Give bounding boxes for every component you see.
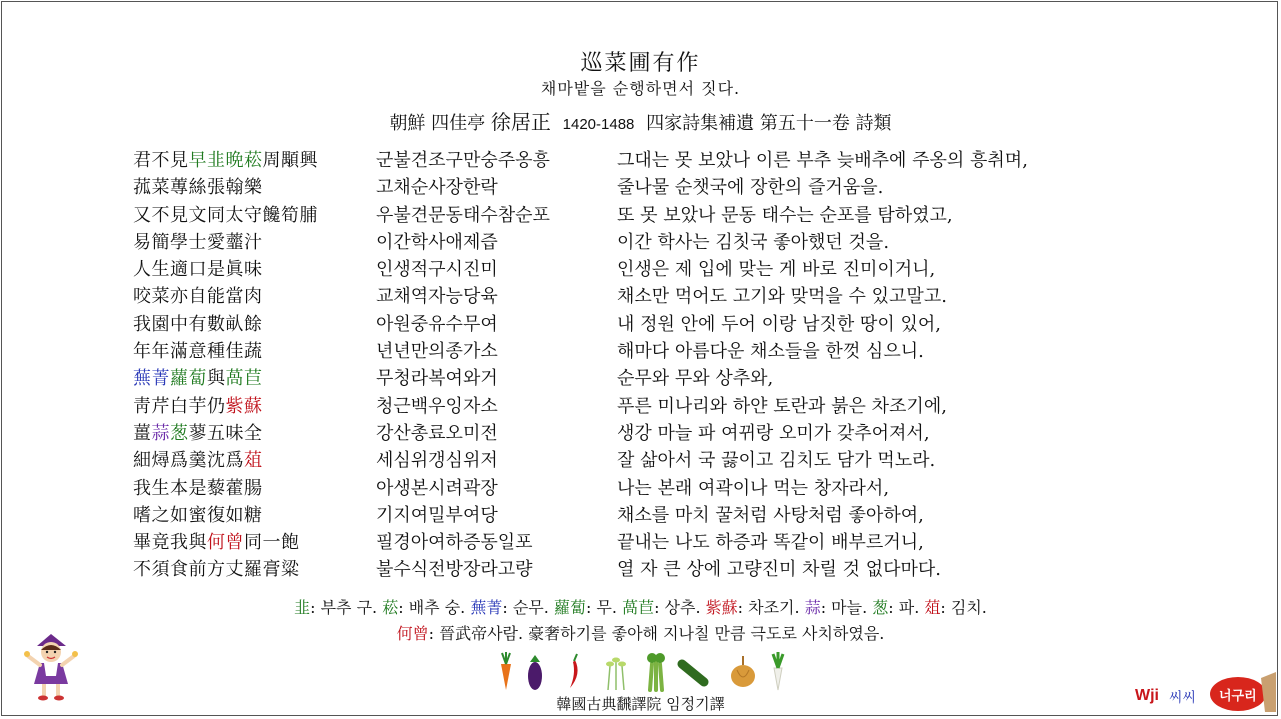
korean-translation: 그대는 못 보았나 이른 부추 늦배추에 주옹의 흥취며, bbox=[617, 150, 1028, 171]
notes-line-2 bbox=[0, 621, 1281, 644]
note-segment: 菘 bbox=[382, 598, 399, 617]
korean-translation: 채소를 마치 꿀처럼 사탕처럼 좋아하여, bbox=[617, 504, 924, 526]
hanja-text bbox=[133, 475, 263, 502]
hanja-segment: 畢竟我與 bbox=[133, 532, 207, 554]
korean-reading: 년년만의종가소 bbox=[376, 341, 498, 363]
korean-reading: 군불견조구만숭주옹흥 bbox=[376, 150, 550, 171]
svg-text:씨씨: 씨씨 bbox=[1169, 690, 1197, 706]
poem-line bbox=[0, 311, 1281, 338]
chili-pepper-icon bbox=[562, 650, 588, 692]
hanja-segment: 蘿蔔 bbox=[170, 368, 207, 390]
korean-reading: 이간학사애제즙 bbox=[376, 231, 498, 253]
poem-line bbox=[0, 420, 1281, 447]
note-segment: 萵苣 bbox=[622, 598, 655, 617]
korean-reading: 우불견문동태수참순포 bbox=[376, 204, 550, 226]
hanja-text bbox=[133, 420, 263, 447]
note-segment: 葱 bbox=[872, 598, 889, 617]
korean-reading: 무청라복여와거 bbox=[376, 368, 498, 390]
hanja-text bbox=[133, 283, 263, 310]
korean-translation: 인생은 제 입에 맞는 게 바로 진미이거니, bbox=[617, 259, 936, 281]
carrot-icon bbox=[493, 650, 519, 692]
hanja-text bbox=[133, 502, 263, 529]
note-segment: : 부추 구. bbox=[310, 598, 383, 617]
korean-reading: 고채순사장한락 bbox=[376, 177, 498, 199]
hanja-text bbox=[133, 447, 263, 474]
svg-text:Wji: Wji bbox=[1135, 687, 1159, 704]
korean-reading: 아생본시려곽장 bbox=[376, 477, 498, 499]
korean-translation: 또 못 보았나 문동 태수는 순포를 탐하였고, bbox=[617, 204, 953, 226]
korean-reading: 교채역자능당육 bbox=[376, 286, 498, 308]
poem-line bbox=[0, 229, 1281, 256]
poem-line bbox=[0, 393, 1281, 420]
hanja-segment: 同一飽 bbox=[244, 532, 300, 554]
poem-title: 巡菜圃有作 bbox=[580, 51, 701, 76]
note-segment: : 차조기. bbox=[737, 598, 805, 617]
note-segment: : 순무. bbox=[502, 598, 554, 617]
mascot-girl-icon bbox=[22, 632, 80, 702]
hanja-segment: 年年滿意種佳蔬 bbox=[133, 341, 263, 363]
poem-line bbox=[0, 475, 1281, 502]
korean-reading: 필경아여하증동일포 bbox=[376, 532, 533, 554]
korean-translation: 채소만 먹어도 고기와 맞먹을 수 있고말고. bbox=[617, 286, 947, 308]
hanja-text bbox=[133, 174, 263, 201]
note-segment: 蒜 bbox=[804, 598, 821, 617]
hanja-segment: 我園中有數畒餘 bbox=[133, 313, 263, 335]
cucumber-icon bbox=[676, 650, 710, 692]
poem-line bbox=[0, 338, 1281, 365]
korean-translation: 줄나물 순챗국에 장한의 즐거움을. bbox=[617, 177, 884, 199]
hanja-text bbox=[133, 556, 300, 583]
svg-text:너구리: 너구리 bbox=[1219, 689, 1257, 704]
korean-reading: 불수식전방장라고량 bbox=[376, 559, 533, 581]
hanja-segment: 蕪菁 bbox=[133, 368, 170, 390]
hanja-text bbox=[133, 365, 263, 392]
source-text: 四家詩集補遺 第五十一卷 詩類 bbox=[646, 113, 892, 134]
korean-translation: 해마다 아름다운 채소들을 한껏 심으니. bbox=[617, 341, 924, 363]
hanja-segment: 蓼五味全 bbox=[188, 422, 263, 444]
hanja-segment: 咬菜亦自能當肉 bbox=[133, 286, 263, 308]
hanja-segment: 周顒興 bbox=[262, 150, 318, 171]
korean-translation: 내 정원 안에 두어 이랑 남짓한 땅이 있어, bbox=[617, 313, 941, 335]
hanja-segment: 葅 bbox=[244, 450, 263, 472]
hanja-text bbox=[133, 311, 263, 338]
hanja-segment: 嗜之如蜜復如糖 bbox=[133, 504, 263, 526]
hanja-text bbox=[133, 256, 263, 283]
radish-icon bbox=[765, 650, 791, 692]
korean-reading: 아원중유수무여 bbox=[376, 313, 498, 335]
hanja-segment: 薑 bbox=[133, 422, 152, 444]
korean-translation: 끝내는 나도 하증과 똑같이 배부르거니, bbox=[617, 532, 924, 554]
korean-translation: 생강 마늘 파 여뀌랑 오미가 갖추어져서, bbox=[617, 422, 930, 444]
note-segment: 蕪菁 bbox=[470, 598, 503, 617]
poem-body bbox=[0, 147, 1281, 584]
hanja-text bbox=[133, 147, 318, 174]
hanja-segment: 何曾 bbox=[207, 532, 244, 554]
hanja-text bbox=[133, 202, 318, 229]
poem-line bbox=[0, 147, 1281, 174]
hanja-segment: 萵苣 bbox=[225, 368, 263, 390]
eggplant-icon bbox=[522, 650, 548, 692]
celery-icon bbox=[640, 650, 670, 692]
korean-reading: 강산총료오미전 bbox=[376, 422, 498, 444]
note-segment: : 마늘. bbox=[820, 598, 873, 617]
hanja-text bbox=[133, 338, 263, 365]
translator-credit: 韓國古典飜譯院 임정기譯 bbox=[556, 695, 725, 713]
korean-reading: 기지여밀부여당 bbox=[376, 504, 498, 526]
hanja-segment: 葱 bbox=[170, 422, 189, 444]
hanja-segment: 人生適口是眞味 bbox=[133, 259, 263, 281]
hanja-text bbox=[133, 229, 263, 256]
note-segment: 韭 bbox=[294, 598, 311, 617]
hanja-segment: 與 bbox=[207, 368, 226, 390]
hanja-segment: 君不見 bbox=[133, 150, 189, 171]
note-segment: : 晉武帝사람. 豪奢하기를 좋아해 지나칠 만큼 극도로 사치하였음. bbox=[428, 624, 885, 643]
korean-translation: 잘 삶아서 국 끓이고 김치도 담가 먹노라. bbox=[617, 450, 936, 472]
korean-reading: 세심위갱심위저 bbox=[376, 450, 498, 472]
korean-translation: 나는 본래 여곽이나 먹는 창자라서, bbox=[617, 477, 890, 499]
poem-line bbox=[0, 256, 1281, 283]
note-segment: : 파. bbox=[888, 598, 925, 617]
poem-line bbox=[0, 529, 1281, 556]
note-segment: 紫蘇 bbox=[705, 598, 738, 617]
hanja-segment: 細燖爲羹沈爲 bbox=[133, 450, 244, 472]
hanja-text bbox=[133, 393, 263, 420]
note-segment: 葅 bbox=[924, 598, 941, 617]
hanja-segment: 菰菜蓴絲張翰樂 bbox=[133, 177, 263, 199]
hanja-segment: 我生本是藜藿腸 bbox=[133, 477, 263, 499]
poem-line bbox=[0, 202, 1281, 229]
poem-line bbox=[0, 365, 1281, 392]
korean-translation: 푸른 미나리와 하얀 토란과 붉은 차조기에, bbox=[617, 395, 947, 417]
hanja-segment: 蒜 bbox=[151, 422, 170, 444]
hanja-segment: 紫蘇 bbox=[225, 395, 263, 417]
hanja-segment: 易簡學士愛虀汁 bbox=[133, 231, 263, 253]
author-name: 徐居正 bbox=[490, 110, 551, 134]
notes-line-1 bbox=[0, 595, 1281, 618]
onion-icon bbox=[726, 650, 760, 692]
note-segment: : 배추 숭. bbox=[398, 598, 471, 617]
note-segment: : 김치. bbox=[940, 598, 987, 617]
poem-line bbox=[0, 556, 1281, 583]
author-prefix: 朝鮮 四佳亭 bbox=[389, 113, 486, 134]
korean-translation: 이간 학사는 김칫국 좋아했던 것을. bbox=[617, 231, 890, 253]
author-line bbox=[0, 106, 1281, 135]
korean-reading: 인생적구시진미 bbox=[376, 259, 498, 281]
author-years: 1420-1488 bbox=[562, 116, 635, 133]
note-segment: : 무. bbox=[585, 598, 623, 617]
hanja-segment: 早韭晩菘 bbox=[188, 150, 263, 171]
note-segment: 何曾 bbox=[396, 624, 429, 643]
korean-translation: 순무와 무와 상추와, bbox=[617, 368, 774, 390]
poem-line bbox=[0, 174, 1281, 201]
poem-title-korean: 채마밭을 순행하면서 짓다. bbox=[540, 79, 741, 98]
poem-line bbox=[0, 283, 1281, 310]
korean-reading: 청근백우잉자소 bbox=[376, 395, 498, 417]
wji-logo bbox=[1133, 668, 1278, 716]
note-segment: : 상추. bbox=[654, 598, 706, 617]
hanja-segment: 又不見文同太守饞筍脯 bbox=[133, 204, 318, 226]
hanja-segment: 靑芹白芋仍 bbox=[133, 395, 226, 417]
hanja-segment: 不須食前方丈羅膏粱 bbox=[133, 559, 300, 581]
poem-line bbox=[0, 447, 1281, 474]
poem-line bbox=[0, 502, 1281, 529]
sprout-icon bbox=[600, 650, 632, 692]
korean-translation: 열 자 큰 상에 고량진미 차릴 것 없다마다. bbox=[617, 559, 941, 581]
note-segment: 蘿蔔 bbox=[553, 598, 586, 617]
hanja-text bbox=[133, 529, 300, 556]
